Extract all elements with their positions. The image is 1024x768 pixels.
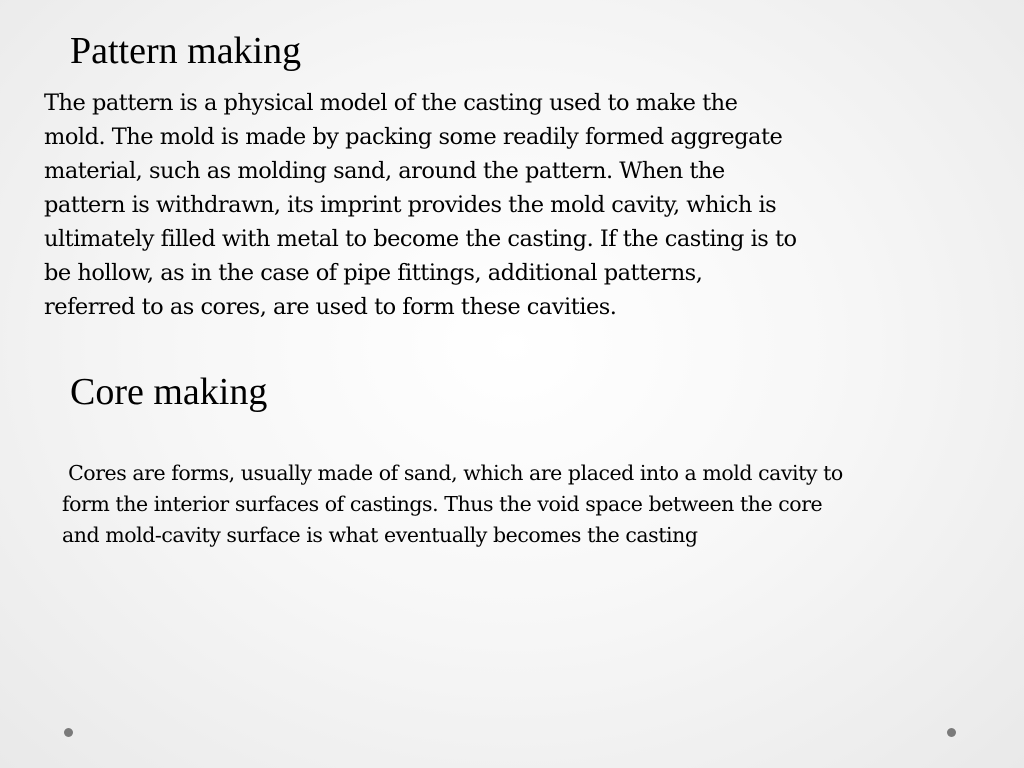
paragraph-line: form the interior surfaces of castings. Thus the void space between the core	[62, 492, 823, 516]
paragraph-line: mold. The mold is made by packing some readily formed aggregate	[44, 124, 783, 150]
paragraph-line: be hollow, as in the case of pipe fittings, additional patterns,	[44, 260, 703, 286]
core-making-heading: Core making	[70, 371, 268, 413]
paragraph-line: ultimately filled with metal to become the casting. If the casting is to	[44, 226, 797, 252]
pattern-making-heading: Pattern making	[70, 30, 302, 72]
core-making-paragraph	[62, 458, 962, 551]
pattern-making-paragraph	[44, 86, 924, 324]
paragraph-line: material, such as molding sand, around the pattern. When the	[44, 158, 725, 184]
decorative-dot-left	[64, 728, 73, 737]
paragraph-line: pattern is withdrawn, its imprint provides the mold cavity, which is	[44, 192, 777, 218]
paragraph-line: referred to as cores, are used to form these cavities.	[44, 294, 617, 320]
paragraph-line: Cores are forms, usually made of sand, which are placed into a mold cavity to	[62, 461, 843, 485]
decorative-dot-right	[947, 728, 956, 737]
paragraph-line: and mold-cavity surface is what eventually becomes the casting	[62, 523, 698, 547]
paragraph-line: The pattern is a physical model of the casting used to make the	[44, 90, 738, 116]
